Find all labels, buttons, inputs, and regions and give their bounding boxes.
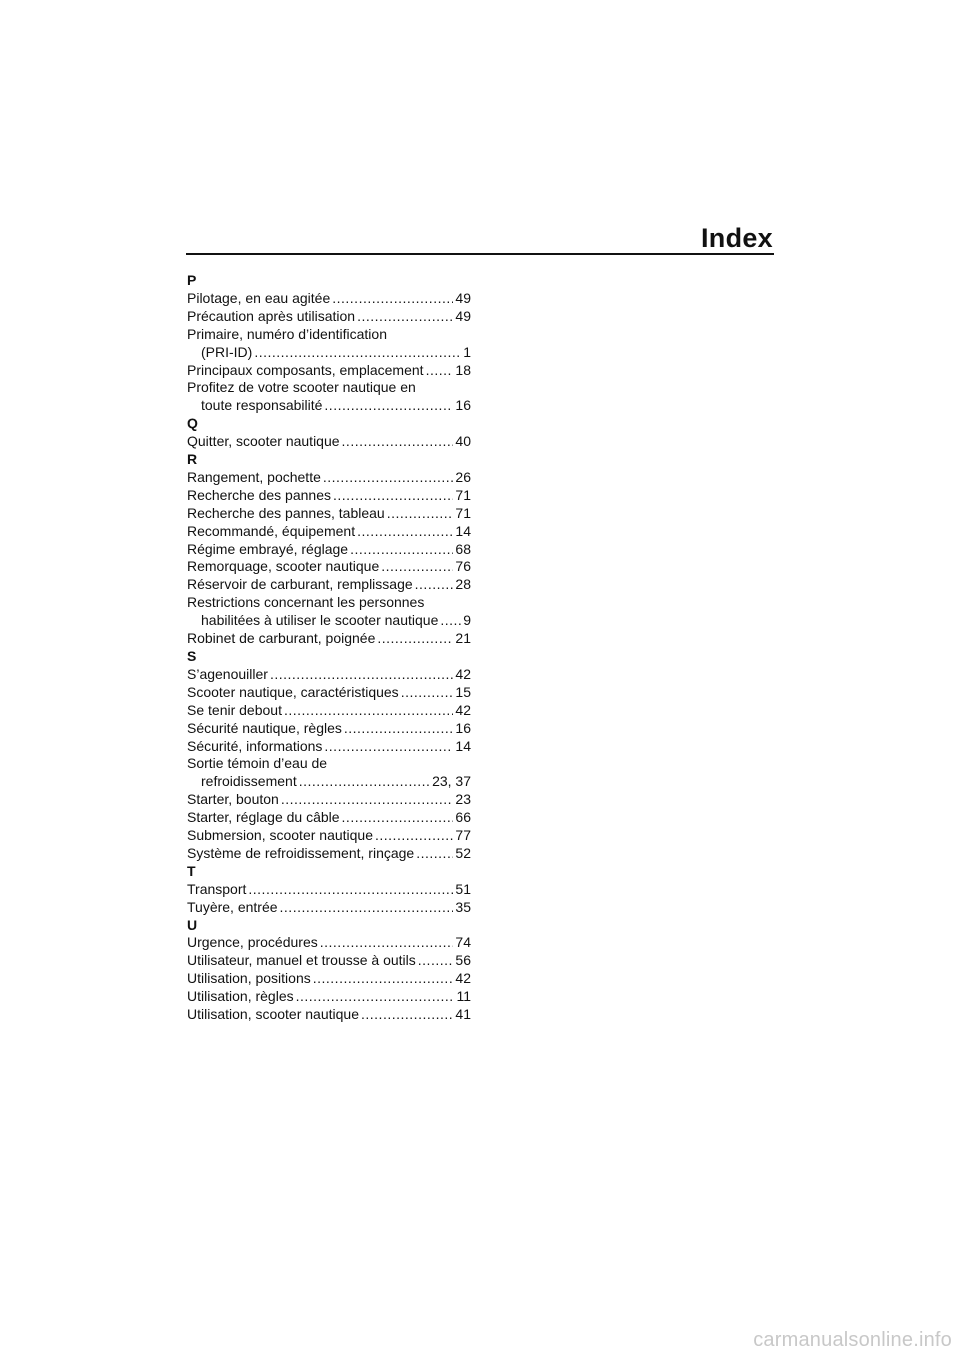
dot-leader: [254, 344, 461, 362]
index-entry-page: 16: [455, 397, 471, 414]
index-entry: [187, 505, 471, 523]
index-entry-text: Principaux composants, emplacement: [187, 361, 424, 378]
index-entry: [187, 666, 471, 684]
index-entry-text: Submersion, scooter nautique: [187, 827, 373, 844]
index-entry: [187, 809, 471, 827]
dot-leader: [281, 791, 454, 809]
index-entry-page: 14: [455, 522, 471, 539]
index-entry-page: 42: [455, 701, 471, 718]
index-entry-text: Urgence, procédures: [187, 934, 318, 951]
index-section-letter: R: [187, 451, 198, 468]
index-entry-text: Quitter, scooter nautique: [187, 433, 340, 450]
index-entry-text: Robinet de carburant, poignée: [187, 630, 376, 647]
index-entry: [187, 702, 471, 720]
index-entry: [187, 827, 471, 845]
dot-leader: [299, 773, 430, 791]
index-entry-text: Utilisation, règles: [187, 988, 294, 1005]
index-entry: [187, 988, 471, 1006]
index-entry-text: Régime embrayé, réglage: [187, 540, 349, 557]
index-entry: [187, 845, 471, 863]
index-entry: [187, 523, 471, 541]
index-entry-page: 71: [455, 504, 471, 521]
index-entry-page: 9: [463, 612, 471, 629]
index-entry: [187, 362, 471, 380]
page-title: Index: [700, 223, 773, 253]
index-entry-page: 51: [455, 880, 471, 897]
index-entry: [187, 290, 471, 308]
dot-leader: [270, 666, 453, 684]
index-entry-text: Scooter nautique, caractéristiques: [187, 683, 399, 700]
index-entry-text: Utilisateur, manuel et trousse à outils: [187, 952, 416, 969]
index-entry-text: Starter, réglage du câble: [187, 809, 340, 826]
index-entry: [187, 720, 471, 738]
dot-leader: [377, 630, 453, 648]
index-section-letter: T: [187, 862, 196, 879]
index-entry-page: 42: [455, 970, 471, 987]
index-entry-text: Starter, bouton: [187, 791, 279, 808]
index-entry-text: refroidissement: [201, 773, 297, 790]
dot-leader: [332, 290, 453, 308]
index-entry-page: 68: [455, 540, 471, 557]
index-entry-text: Système de refroidissement, rinçage: [187, 844, 415, 861]
index-entry-text: Utilisation, scooter nautique: [187, 1006, 359, 1023]
dot-leader: [323, 469, 454, 487]
dot-leader: [342, 433, 454, 451]
index-entry-page: 28: [455, 576, 471, 593]
index-entry: [187, 308, 471, 326]
index-entry: [187, 755, 471, 791]
index-entry-text: Précaution après utilisation: [187, 307, 356, 324]
index-entry-page: 56: [455, 952, 471, 969]
index-entry-text: (PRI-ID): [201, 343, 253, 360]
index-entry-text: Se tenir debout: [187, 701, 282, 718]
dot-leader: [426, 362, 454, 380]
index-entry-page: 74: [455, 934, 471, 951]
index-entry-text: Pilotage, en eau agitée: [187, 289, 331, 306]
index-entry: [187, 487, 471, 505]
index-column: [187, 272, 471, 1024]
index-entry-page: 16: [455, 719, 471, 736]
index-entry-text: Recherche des pannes, tableau: [187, 504, 385, 521]
index-entry-page: 49: [455, 307, 471, 324]
index-entry: [187, 326, 471, 362]
dot-leader: [357, 308, 453, 326]
index-entry-text: Sécurité, informations: [187, 737, 323, 754]
index-entry-page: 26: [455, 468, 471, 485]
index-entry-page: 23: [455, 791, 471, 808]
index-entry: [187, 541, 471, 559]
index-section-letter: S: [187, 647, 197, 664]
index-entry-page: 15: [455, 683, 471, 700]
index-entry: [187, 934, 471, 952]
index-entry: [187, 379, 471, 415]
dot-leader: [313, 970, 454, 988]
index-entry-page: 41: [455, 1006, 471, 1023]
index-entry: [187, 576, 471, 594]
index-entry-page: 40: [455, 433, 471, 450]
dot-leader: [440, 612, 461, 630]
index-entry-page: 52: [455, 844, 471, 861]
dot-leader: [280, 899, 454, 917]
dot-leader: [333, 487, 453, 505]
dot-leader: [401, 684, 454, 702]
index-entry: [187, 469, 471, 487]
dot-leader: [296, 988, 455, 1006]
dot-leader: [324, 397, 453, 415]
dot-leader: [342, 809, 454, 827]
index-entry: [187, 738, 471, 756]
dot-leader: [375, 827, 453, 845]
index-entry: [187, 594, 471, 630]
index-entry-text: Tuyère, entrée: [187, 898, 278, 915]
dot-leader: [361, 1006, 453, 1024]
dot-leader: [324, 738, 453, 756]
index-entry-page: 66: [455, 809, 471, 826]
index-entry-text: toute responsabilité: [201, 397, 323, 414]
index-entry-text: Recommandé, équipement: [187, 522, 356, 539]
dot-leader: [344, 720, 454, 738]
index-entry-text-first-line: Profitez de votre scooter nautique en: [187, 379, 416, 396]
index-entry-text-first-line: Restrictions concernant les personnes: [187, 594, 425, 611]
index-entry-text: habilitées à utiliser le scooter nautique: [201, 612, 439, 629]
index-entry: [187, 952, 471, 970]
index-entry-page: 76: [455, 558, 471, 575]
index-entry-page: 21: [455, 630, 471, 647]
index-entry-page: 18: [455, 361, 471, 378]
index-entry-page: 35: [455, 898, 471, 915]
index-entry: [187, 970, 471, 988]
index-entry-page: 49: [455, 289, 471, 306]
dot-leader: [350, 541, 453, 559]
index-entry: [187, 791, 471, 809]
index-entry-text: Réservoir de carburant, remplissage: [187, 576, 413, 593]
index-section-letter: P: [187, 272, 197, 288]
dot-leader: [415, 576, 454, 594]
index-section-letter: U: [187, 916, 198, 933]
dot-leader: [381, 558, 453, 576]
watermark-link[interactable]: carmanualsonline.info: [753, 1329, 952, 1351]
dot-leader: [357, 523, 453, 541]
dot-leader: [416, 845, 453, 863]
index-entry: [187, 558, 471, 576]
index-entry: [187, 630, 471, 648]
index-entry-page: 77: [455, 827, 471, 844]
index-section-letter: Q: [187, 415, 198, 432]
index-entry-page: 1: [463, 343, 471, 360]
index-entry-page: 42: [455, 665, 471, 682]
index-entry-text: Remorquage, scooter nautique: [187, 558, 380, 575]
index-entry: [187, 684, 471, 702]
index-entry-text: Recherche des pannes: [187, 486, 331, 503]
index-entry: [187, 1006, 471, 1024]
index-entry-text: Sécurité nautique, règles: [187, 719, 342, 736]
title-divider: [186, 253, 774, 255]
index-entry: [187, 899, 471, 917]
dot-leader: [418, 952, 454, 970]
index-entry-page: 14: [455, 737, 471, 754]
index-entry: [187, 881, 471, 899]
index-entry-text: Rangement, pochette: [187, 468, 321, 485]
dot-leader: [387, 505, 454, 523]
index-entry-text: Utilisation, positions: [187, 970, 311, 987]
index-entry-page: 23, 37: [432, 773, 471, 790]
index-entry-text-first-line: Sortie témoin d’eau de: [187, 755, 328, 772]
dot-leader: [248, 881, 453, 899]
index-entry-page: 71: [455, 486, 471, 503]
index-entry: [187, 433, 471, 451]
dot-leader: [284, 702, 453, 720]
index-entry-text: Transport: [187, 880, 247, 897]
index-entry-text-first-line: Primaire, numéro d’identification: [187, 325, 387, 342]
index-entry-page: 11: [456, 988, 471, 1005]
dot-leader: [320, 934, 454, 952]
index-entry-text: S’agenouiller: [187, 665, 268, 682]
